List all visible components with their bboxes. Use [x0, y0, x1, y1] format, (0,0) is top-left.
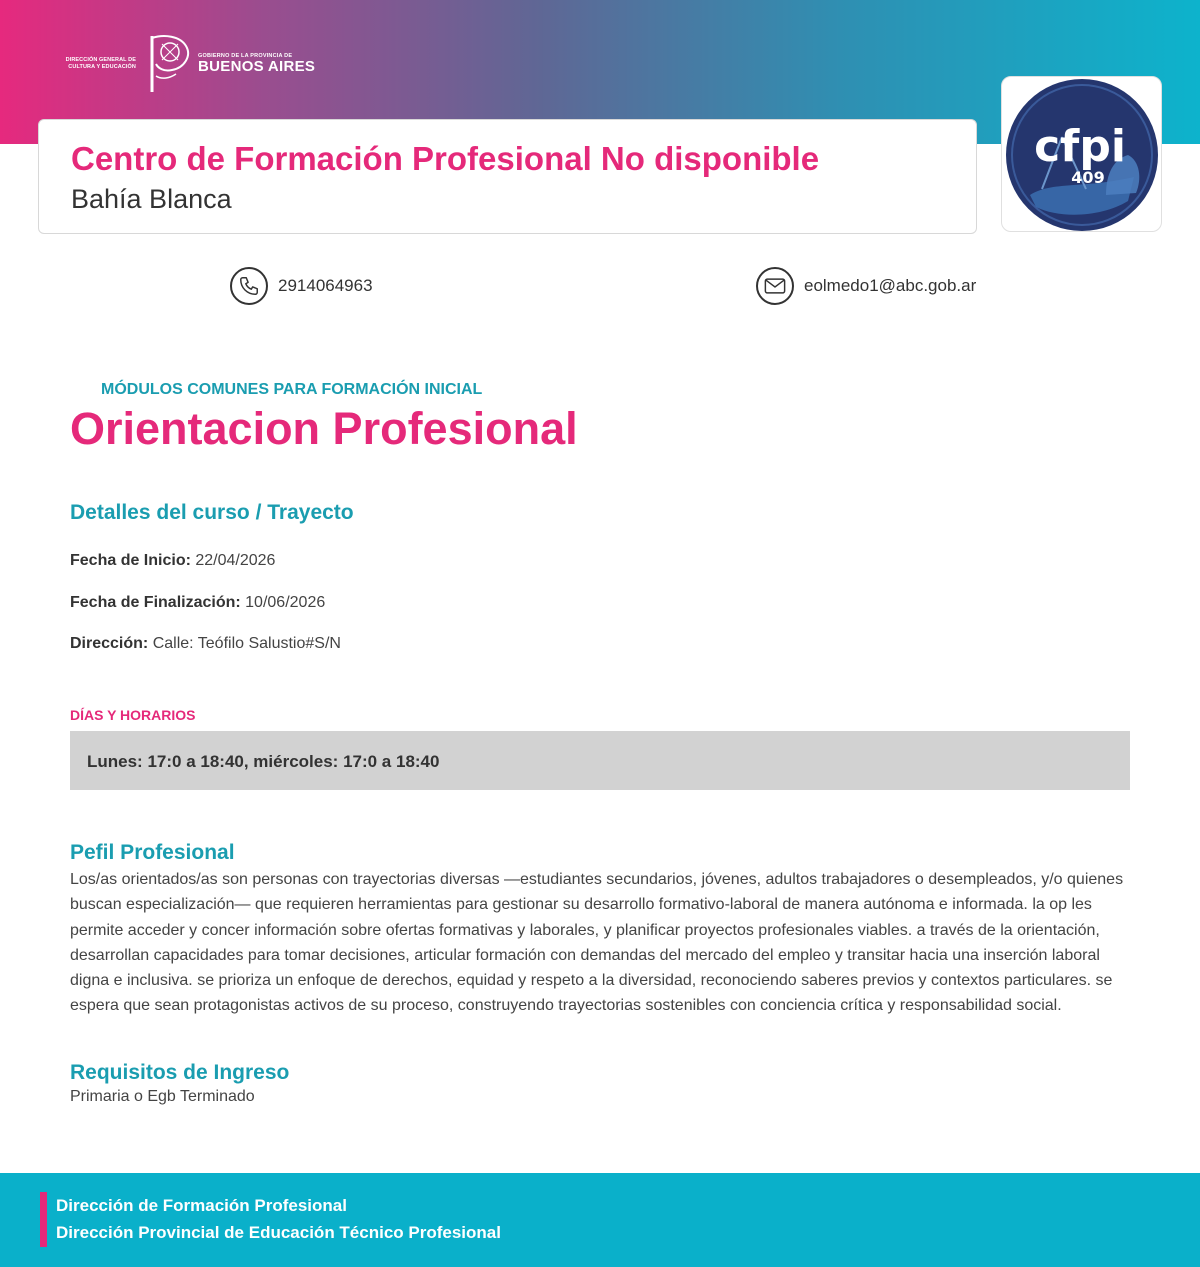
details-heading: Detalles del curso / Trayecto [70, 501, 354, 524]
footer [0, 1173, 1200, 1267]
course-title: Orientacion Profesional [70, 403, 578, 454]
province-seal-icon [146, 32, 192, 96]
mail-icon [756, 267, 794, 305]
end-date-row [70, 594, 325, 612]
org-right-big-label: BUENOS AIRES [198, 58, 316, 75]
address-label: Dirección: [70, 635, 149, 652]
phone-icon [230, 267, 268, 305]
schedule-text: Lunes: 17:0 a 18:40, miércoles: 17:0 a 18:40 [87, 752, 440, 771]
cfpi-logo-number: 409 [1071, 168, 1105, 187]
center-title-card [38, 119, 977, 234]
end-date-value: 10/06/2026 [245, 594, 326, 611]
requirements-heading: Requisitos de Ingreso [70, 1061, 290, 1084]
address-value: Calle: Teófilo Salustio#S/N [152, 635, 341, 652]
footer-line-2: Dirección Provincial de Educación Técnico Profesional [56, 1223, 501, 1242]
schedule-box [70, 731, 1130, 790]
cfpi-logo-text: cfpi [1034, 121, 1126, 172]
center-logo-card [1001, 76, 1162, 232]
start-date-row [70, 552, 275, 570]
requirements-text: Primaria o Egb Terminado [70, 1088, 255, 1105]
center-city: Bahía Blanca [71, 184, 232, 214]
footer-accent-bar [40, 1192, 47, 1247]
email-contact[interactable] [756, 266, 976, 306]
phone-number[interactable]: 2914064963 [278, 276, 373, 295]
government-logo [58, 32, 315, 96]
end-date-label: Fecha de Finalización: [70, 594, 241, 611]
profile-text: Los/as orientados/as son personas con trayectorias diversas —estudiantes secundarios, jóvenes, adultos trabajadores o desempleados, y/o quienes buscan especialización— que requieren herramientas para gestionar su desarrollo formativo-laboral de manera autónoma e informada. la op les permite acceder y concer información sobre ofertas formativas y laborales, y planificar proyectos profesionales viables. a través de la orientación, desarrollan capacidades para tomar decisiones, articular formación con demandas del mercado del empleo y transitar hacia una inserción laboral digna e inclusiva. se prioriza un enfoque de derechos, equidad y respeto a la diversidad, reconociendo saberes previos y contextos particulares. se espera que sean protagonistas activos de su proceso, construyendo trayectorias sostenibles con conciencia crítica y responsabilidad social. [70, 871, 1124, 1015]
phone-contact[interactable] [230, 266, 373, 306]
org-left-label: DIRECCIÓN GENERAL DE CULTURA Y EDUCACIÓN [65, 57, 136, 70]
email-address[interactable]: eolmedo1@abc.gob.ar [804, 276, 977, 295]
cfpi-logo [1002, 77, 1163, 233]
profile-heading: Pefil Profesional [70, 841, 235, 864]
start-date-value: 22/04/2026 [195, 552, 276, 569]
start-date-label: Fecha de Inicio: [70, 552, 191, 569]
course-category: MÓDULOS COMUNES PARA FORMACIÓN INICIAL [101, 381, 483, 398]
footer-line-1: Dirección de Formación Profesional [56, 1196, 347, 1215]
schedule-label: DÍAS Y HORARIOS [70, 707, 196, 723]
address-row [70, 635, 341, 653]
center-name: Centro de Formación Profesional No disponible [71, 140, 820, 177]
org-right-small-label: GOBIERNO DE LA PROVINCIA DE [198, 53, 293, 59]
